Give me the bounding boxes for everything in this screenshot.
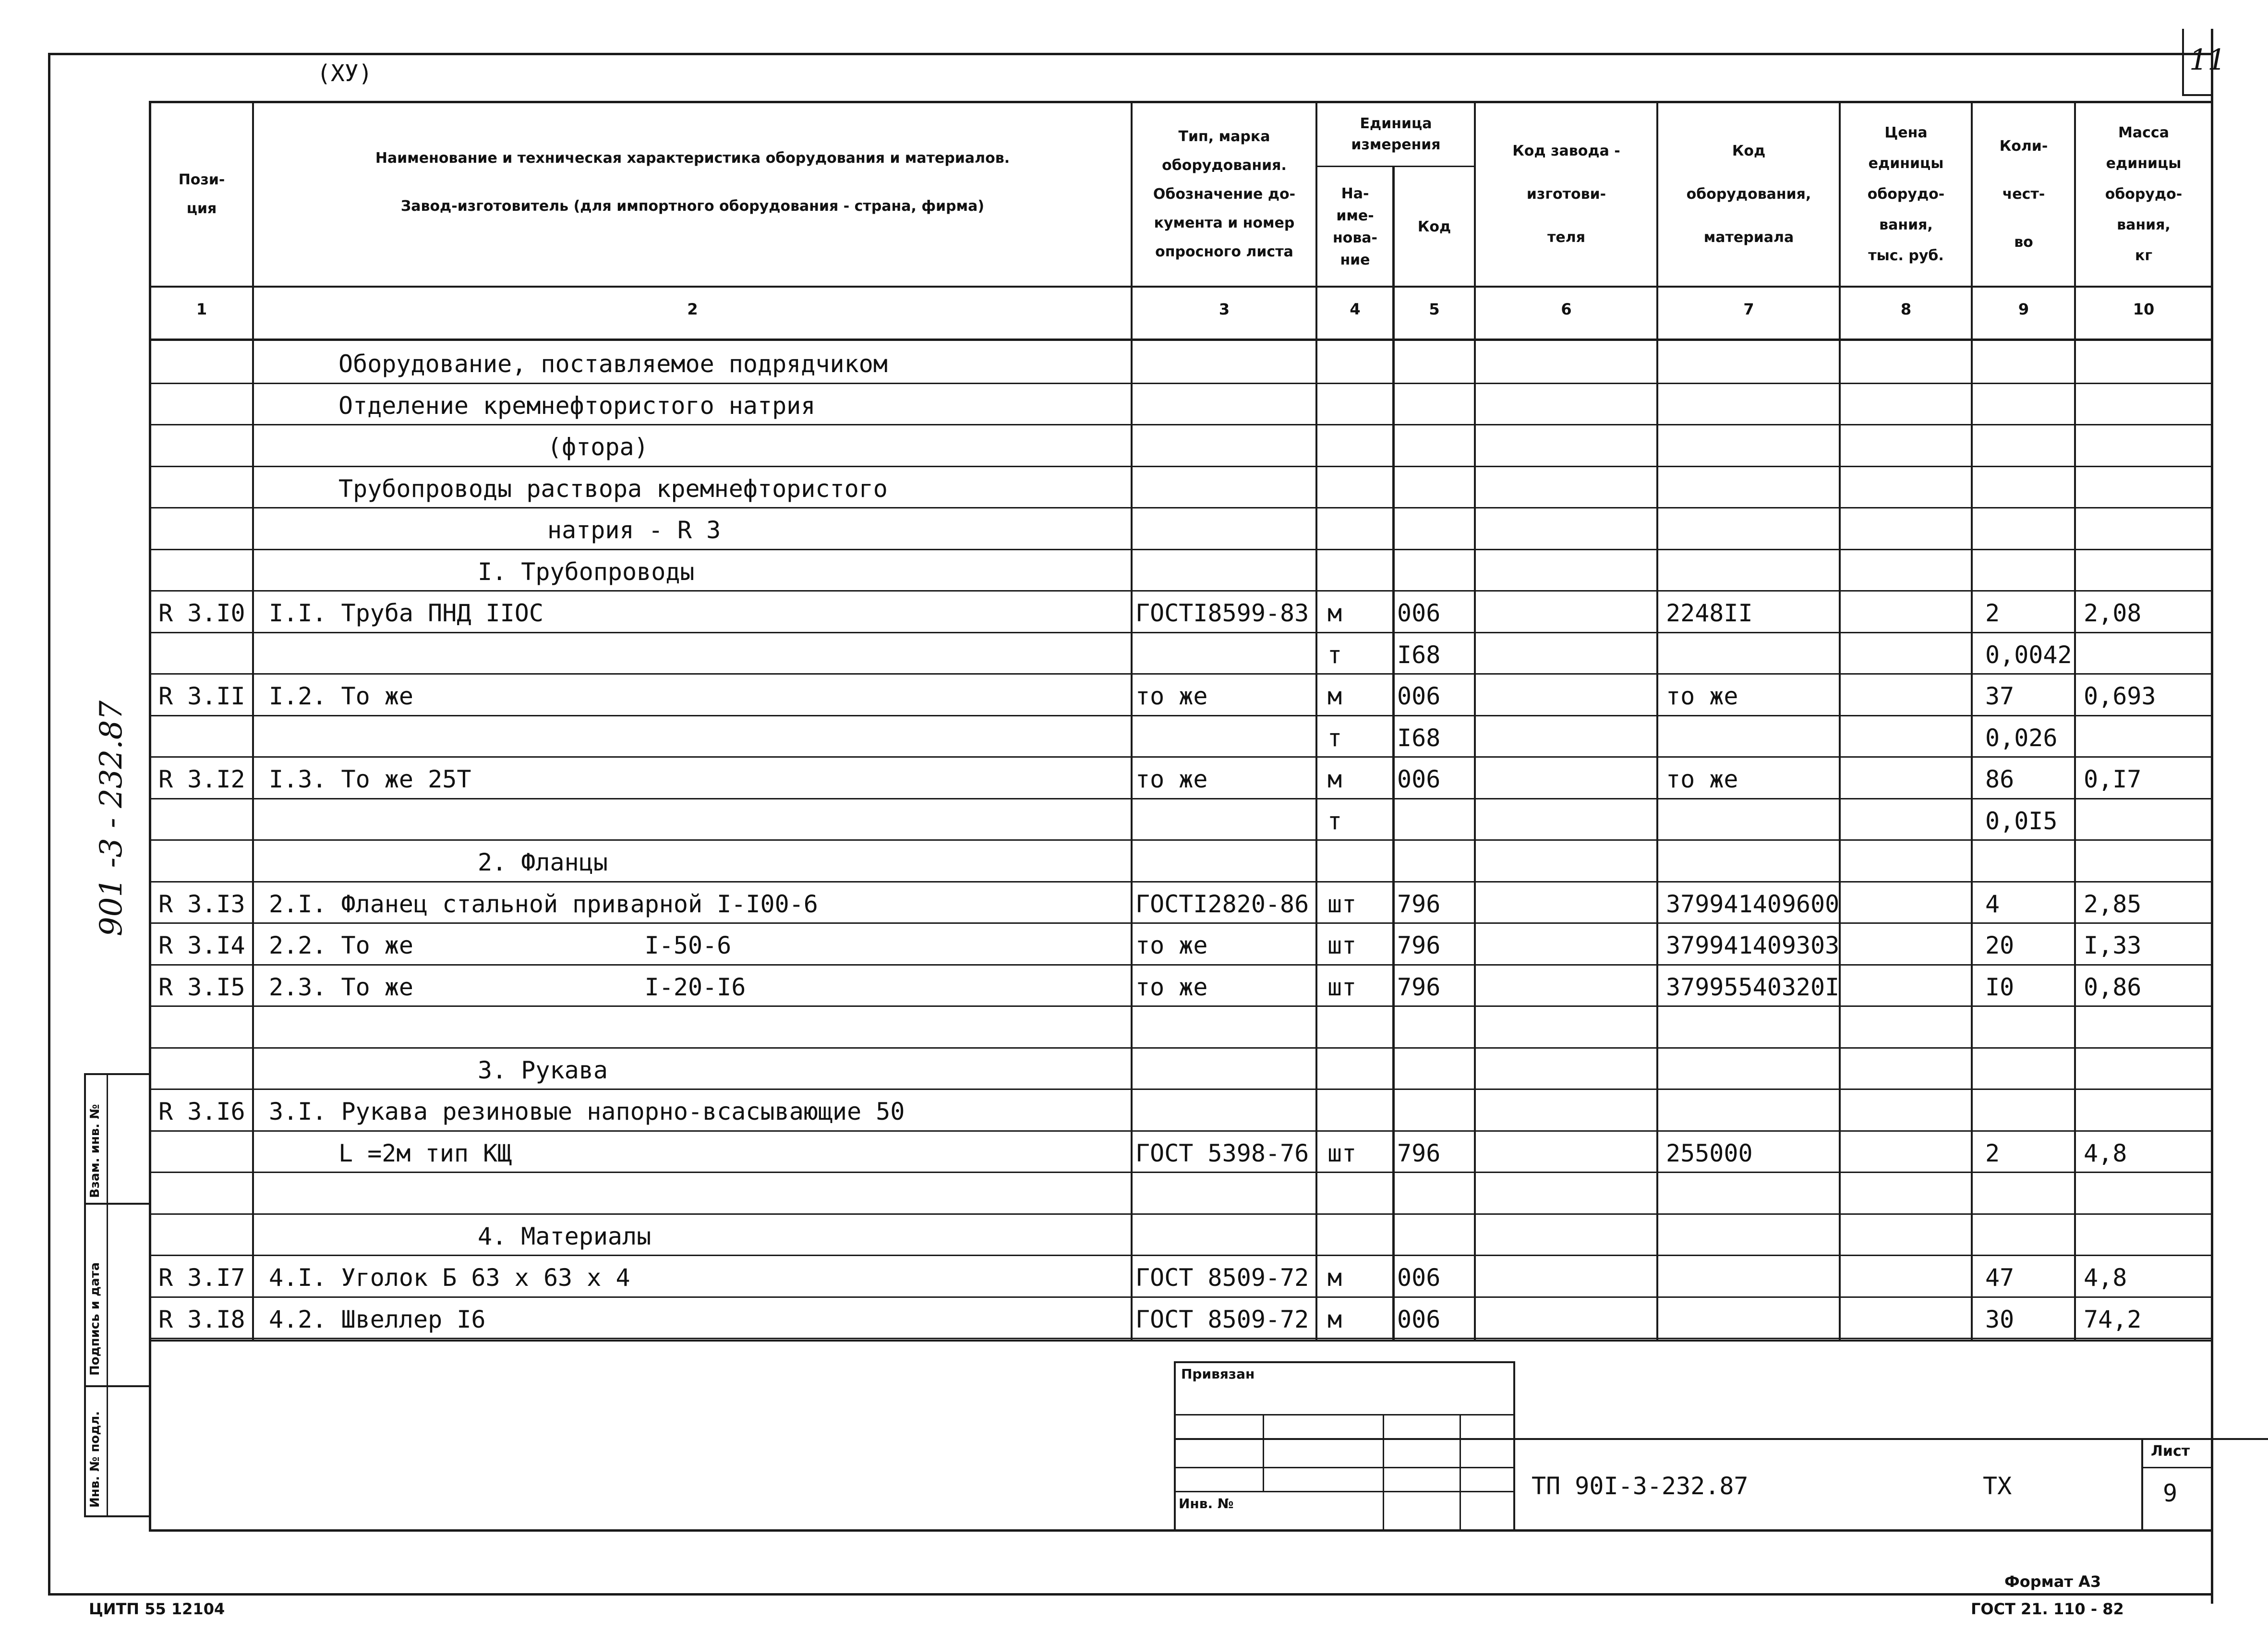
cell-type: то же [1135, 682, 1208, 710]
colnum-7: 7 [1743, 300, 1754, 318]
cell-type: ГОСТI8599-83 [1135, 599, 1309, 627]
cell-name: L =2м тип КЩ [338, 1139, 512, 1167]
cell-type: ГОСТ 8509-72 [1135, 1305, 1309, 1333]
cell-mass: 74,2 [2084, 1305, 2142, 1333]
cell-name: (фтора) [547, 433, 649, 461]
footer-gost: ГОСТ 21. 110 - 82 [1971, 1600, 2124, 1618]
col-line-3 [1315, 101, 1317, 1341]
outer-frame-left [48, 53, 50, 1594]
cell-unit: т [1327, 724, 1342, 752]
colnum-10: 10 [2133, 300, 2155, 318]
side-stamp-left [84, 1073, 86, 1517]
side-stamp-mid [107, 1073, 108, 1517]
row-separator [149, 590, 2213, 592]
colnum-2: 2 [687, 300, 698, 318]
stamp-document-code: ТП 90I-3-232.87 [1532, 1472, 1749, 1500]
row-separator [149, 424, 2213, 425]
cell-name: I.3. То же 25Т [269, 765, 471, 793]
col-line-4 [1392, 166, 1395, 1341]
cell-name: 3. Рукава [478, 1056, 608, 1084]
cell-pos: R 3.I5 [158, 973, 245, 1001]
row-separator [149, 507, 2213, 508]
cell-equip: то же [1666, 765, 1738, 793]
row-separator [149, 549, 2213, 550]
cell-qty: 2 [1985, 1139, 2000, 1167]
cell-mass: 0,86 [2084, 973, 2142, 1001]
cell-qty: 0,0042 [1985, 641, 2072, 669]
cell-name: Отделение кремнефтористого натрия [338, 391, 816, 420]
cell-pos: R 3.I6 [158, 1098, 245, 1125]
cell-name: I. Трубопроводы [478, 557, 695, 586]
stamp-sheet-value: 9 [2163, 1479, 2178, 1507]
unit-subheader-line [1315, 166, 1474, 167]
side-stamp-top [84, 1073, 151, 1075]
corner-sheet-number: 11 [2189, 43, 2226, 77]
header-mass: Масса единицы оборудо- вания, кг [2105, 124, 2183, 264]
stamp-privyazan-top [1174, 1361, 1515, 1363]
cell-name: 3.I. Рукава резиновые напорно-всасывающие 50 [269, 1098, 905, 1125]
row-separator [149, 1005, 2213, 1007]
corner-box-left [2182, 29, 2184, 96]
cell-code: 006 [1397, 1305, 1441, 1333]
header-name-line1: Наименование и техническая характеристика оборудования и материалов. [375, 150, 1010, 167]
cell-unit: т [1327, 807, 1342, 835]
colnum-5: 5 [1429, 300, 1440, 318]
colnum-separator [149, 339, 2213, 341]
cell-qty: 47 [1985, 1264, 2015, 1292]
cell-unit: м [1327, 682, 1342, 710]
stamp-grid-h1 [1174, 1414, 1515, 1415]
row-separator [149, 839, 2213, 841]
colnum-1: 1 [196, 300, 207, 318]
side-stamp-bottom [84, 1515, 151, 1517]
outer-frame-top [48, 53, 2213, 55]
header-unit-group: Единица измерения [1351, 115, 1441, 153]
cell-equip: 2248II [1666, 599, 1753, 627]
cell-equip: 379941409303 [1666, 931, 1840, 959]
cell-code: 796 [1397, 890, 1441, 918]
row-separator [149, 1213, 2213, 1215]
header-name-line2: Завод-изготовитель (для импортного оборудования - страна, фирма) [400, 198, 985, 215]
cell-unit: шт [1327, 890, 1357, 918]
cell-code: 796 [1397, 931, 1441, 959]
row-separator [149, 922, 2213, 924]
cell-qty: 0,0I5 [1985, 807, 2058, 835]
cell-name: I.I. Труба ПНД IIOC [269, 599, 543, 627]
row-separator [149, 1130, 2213, 1132]
outer-frame-bottom [48, 1593, 2213, 1596]
row-separator [149, 1255, 2213, 1256]
cell-pos: R 3.I4 [158, 931, 245, 959]
cell-code: I68 [1397, 641, 1441, 669]
cell-name: 2.I. Фланец стальной приварной I-I00-6 [269, 890, 818, 918]
stamp-grid-v3 [1460, 1414, 1461, 1532]
row-separator [149, 383, 2213, 384]
row-separator [149, 632, 2213, 633]
side-stamp-inv: Инв. № подл. [88, 1411, 102, 1508]
cell-name: I.2. То же [269, 682, 414, 710]
row-separator [149, 798, 2213, 799]
row-separator [149, 673, 2213, 675]
col-line-5 [1474, 101, 1476, 1341]
row-separator [149, 1338, 2213, 1339]
header-unit-code: Код [1417, 218, 1451, 235]
side-stamp-div1 [84, 1203, 151, 1205]
cell-pos: R 3.I3 [158, 890, 245, 918]
stamp-inv-no: Инв. № [1179, 1496, 1234, 1512]
stamp-grid-v2 [1383, 1414, 1384, 1532]
cell-pos: R 3.I8 [158, 1305, 245, 1333]
header-price: Цена единицы оборудо- вания, тыс. руб. [1867, 124, 1945, 264]
cell-type: ГОСТ 5398-76 [1135, 1139, 1309, 1167]
top-code: (ХУ) [317, 60, 373, 87]
colnum-3: 3 [1218, 300, 1230, 318]
cell-unit: м [1327, 1264, 1342, 1292]
header-separator [149, 286, 2213, 288]
cell-pos: R 3.I7 [158, 1264, 245, 1292]
header-type: Тип, марка оборудования. Обозначение до- кумента и номер опросного листа [1153, 128, 1296, 260]
stamp-sheet-left [2141, 1438, 2143, 1532]
header-qty: Коли- чест- во [1999, 138, 2048, 251]
cell-name: 2.3. То же I-20-I6 [269, 973, 746, 1001]
cell-equip: 255000 [1666, 1139, 1753, 1167]
cell-type: то же [1135, 973, 1208, 1001]
cell-mass: 4,8 [2084, 1264, 2127, 1292]
stamp-sheet-mid [2141, 1467, 2213, 1468]
data-bottom-line [149, 1340, 2213, 1342]
stamp-privyazan: Привязан [1181, 1366, 1255, 1382]
side-document-code: 901 -3 - 232.87 [94, 700, 129, 936]
header-plant-code: Код завода - изготови- теля [1512, 143, 1620, 246]
cell-qty: 86 [1985, 765, 2015, 793]
cell-equip: то же [1666, 682, 1738, 710]
col-line-6 [1656, 101, 1658, 1341]
stamp-mark: ТХ [1983, 1472, 2012, 1500]
table-bottom [149, 1529, 2213, 1532]
cell-pos: R 3.II [158, 682, 245, 710]
header-equip-code: Код оборудования, материала [1686, 143, 1811, 246]
cell-code: 006 [1397, 599, 1441, 627]
cell-equip: 379941409600 [1666, 890, 1840, 918]
cell-unit: шт [1327, 931, 1357, 959]
side-stamp-podpis: Подпись и дата [88, 1262, 102, 1376]
cell-qty: 30 [1985, 1305, 2015, 1333]
cell-name: 4. Материалы [478, 1222, 651, 1250]
row-separator [149, 466, 2213, 467]
colnum-8: 8 [1900, 300, 1912, 318]
cell-type: ГОСТI2820-86 [1135, 890, 1309, 918]
corner-box-bottom [2182, 94, 2213, 96]
cell-code: 796 [1397, 1139, 1441, 1167]
cell-qty: 2 [1985, 599, 2000, 627]
cell-code: 006 [1397, 682, 1441, 710]
cell-name: Трубопроводы раствора кремнефтористого [338, 474, 888, 503]
colnum-4: 4 [1350, 300, 1361, 318]
stamp-grid-h3 [1174, 1467, 1515, 1468]
cell-mass: I,33 [2084, 931, 2142, 959]
cell-qty: 20 [1985, 931, 2015, 959]
colnum-6: 6 [1561, 300, 1572, 318]
stamp-grid-h4 [1174, 1491, 1515, 1492]
stamp-grid-v1 [1263, 1414, 1264, 1491]
outer-frame-right [2211, 29, 2213, 1604]
cell-mass: 4,8 [2084, 1139, 2127, 1167]
row-separator [149, 1047, 2213, 1049]
cell-unit: м [1327, 1305, 1342, 1333]
row-separator [149, 715, 2213, 716]
cell-mass: 2,85 [2084, 890, 2142, 918]
cell-equip: 37995540320I [1666, 973, 1840, 1001]
side-stamp-vzam: Взам. инв. № [88, 1104, 102, 1198]
cell-mass: 0,693 [2084, 682, 2156, 710]
col-line-1 [252, 101, 254, 1341]
cell-name: натрия - R 3 [547, 516, 721, 544]
colnum-9: 9 [2018, 300, 2029, 318]
cell-name: 4.I. Уголок Б 63 х 63 х 4 [269, 1264, 630, 1292]
cell-qty: 37 [1985, 682, 2015, 710]
cell-name: 4.2. Швеллер I6 [269, 1305, 486, 1333]
cell-unit: м [1327, 599, 1342, 627]
row-separator [149, 756, 2213, 758]
cell-qty: 4 [1985, 890, 2000, 918]
col-line-2 [1131, 101, 1133, 1341]
cell-code: I68 [1397, 724, 1441, 752]
footer-left-code: ЦИТП 55 12104 [89, 1600, 225, 1618]
col-line-7 [1839, 101, 1841, 1341]
row-separator [149, 1089, 2213, 1090]
stamp-sheet-label: Лист [2151, 1443, 2190, 1460]
cell-code: 796 [1397, 973, 1441, 1001]
stamp-privyazan-left [1174, 1361, 1176, 1532]
cell-name: Оборудование, поставляемое подрядчиком [338, 350, 888, 378]
row-separator [149, 1172, 2213, 1173]
stamp-privyazan-right [1513, 1361, 1515, 1532]
col-line-8 [1971, 101, 1973, 1341]
footer-format: Формат А3 [2004, 1572, 2101, 1591]
header-pos: Пози- ция [178, 171, 225, 217]
cell-unit: м [1327, 765, 1342, 793]
row-separator [149, 1296, 2213, 1298]
cell-name: 2. Фланцы [478, 848, 608, 876]
cell-mass: 0,I7 [2084, 765, 2142, 793]
cell-qty: I0 [1985, 973, 2015, 1001]
cell-name: 2.2. То же I-50-6 [269, 931, 732, 959]
cell-pos: R 3.I0 [158, 599, 245, 627]
cell-qty: 0,026 [1985, 724, 2058, 752]
cell-pos: R 3.I2 [158, 765, 245, 793]
cell-mass: 2,08 [2084, 599, 2142, 627]
row-separator [149, 964, 2213, 966]
cell-unit: т [1327, 641, 1342, 669]
header-unit-name: На- име- нова- ние [1332, 185, 1378, 268]
col-line-9 [2074, 101, 2076, 1341]
side-stamp-div2 [84, 1385, 151, 1387]
stamp-grid-h2 [1174, 1438, 2268, 1440]
cell-code: 006 [1397, 1264, 1441, 1292]
cell-type: то же [1135, 931, 1208, 959]
row-separator [149, 881, 2213, 883]
cell-type: то же [1135, 765, 1208, 793]
cell-unit: шт [1327, 1139, 1357, 1167]
cell-code: 006 [1397, 765, 1441, 793]
cell-type: ГОСТ 8509-72 [1135, 1264, 1309, 1292]
cell-unit: шт [1327, 973, 1357, 1001]
